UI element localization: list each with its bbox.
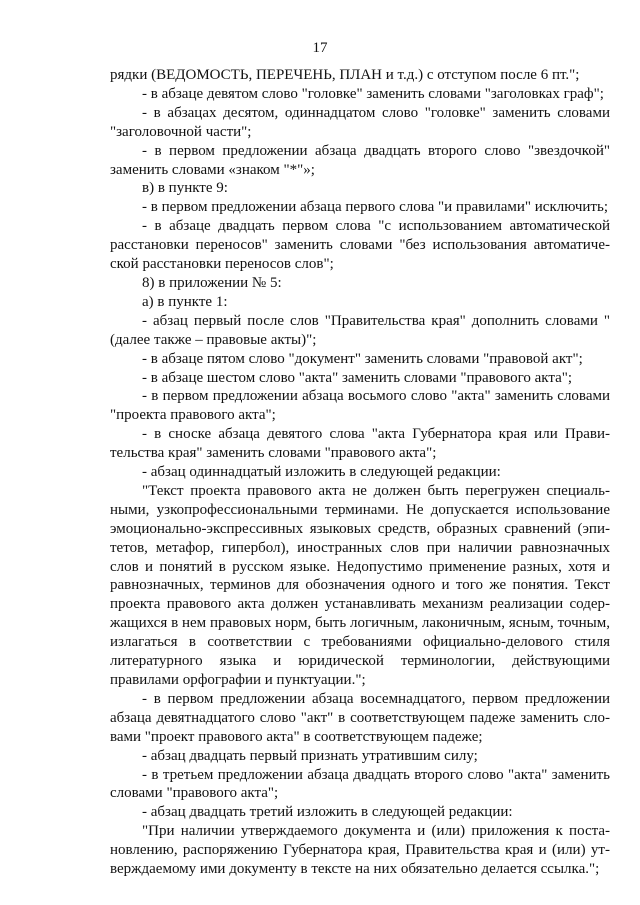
paragraph: - в абзаце девятом слово "головке" заменить словами "заголовках граф";	[142, 85, 604, 102]
paragraph: - в сноске абзаца девятого слова "акта Губернатора края или Правительства края" заменить словами "правового акта";	[110, 426, 610, 462]
paragraph: а) в пункте 1:	[142, 293, 228, 310]
page-number: 17	[312, 40, 328, 56]
paragraph: - абзац одиннадцатый изложить в следующей редакции:	[142, 464, 501, 481]
paragraph: - в третьем предложении абзаца двадцать второго слово "акта" заменить словами "правового акта";	[110, 766, 610, 802]
paragraph: - абзац двадцать третий изложить в следующей редакции:	[142, 804, 513, 821]
document-body	[110, 66, 610, 879]
paragraph: рядки (ВЕДОМОСТЬ, ПЕРЕЧЕНЬ, ПЛАН и т.д.) с отступом после 6 пт.";	[110, 67, 580, 83]
quoted-paragraph: "При наличии утверждаемого документа и (или) приложения к постановлению, распоряжению Губернатора края, Правительства края и (или) утверждаемому ими документу в тексте на них обязательно делается ссылка.";	[110, 823, 610, 878]
paragraph: - в абзаце шестом слово "акта" заменить словами "правового акта";	[142, 369, 573, 386]
quoted-paragraph: "Текст проекта правового акта не должен быть перегружен специальными, узкопрофессиональными терминами. Не допускается использование эмоционально-экспрессивных языковых средств, образных сравнений (эпитетов, метафор, гипербол), иностранных слов при наличии равнозначных слов и понятий в русском языке. Недопустимо применение разных, хотя и равнозначных, терминов для обозначения одного и того же понятия. Текст проекта правового акта должен устанавливать механизм реализации содержащихся в нем правовых норм, быть логичным, лаконичным, ясным, точным, излагаться в соответствии с требованиями официально-делового стиля литературного языка и юридической терминологии, действующими правилами орфографии и пунктуации.";	[110, 482, 610, 688]
paragraph: - в первом предложении абзаца первого слова "и правилами" исключить;	[142, 199, 608, 216]
paragraph: - в абзаце двадцать первом слова "с использованием автоматической расстановки переносов" заменить словами "без использования автоматической расстановки переносов слов";	[110, 218, 610, 273]
paragraph: - в первом предложении абзаца двадцать второго слово "звездочкой" заменить словами «знаком "*"»;	[110, 142, 610, 178]
paragraph: - в первом предложении абзаца восьмого слово "акта" заменить словами "проекта правового акта";	[110, 388, 610, 424]
paragraph: - в первом предложении абзаца восемнадцатого, первом предложении абзаца девятнадцатого слово "акт" в соответствующем падеже заменить словами "проект правового акта" в соответствующем падеже;	[110, 690, 610, 745]
paragraph: - в абзацах десятом, одиннадцатом слово "головке" заменить словами "заголовочной части";	[110, 104, 610, 140]
paragraph: - абзац двадцать первый признать утратившим силу;	[142, 747, 478, 764]
paragraph: - абзац первый после слов "Правительства края" дополнить словами "(далее также – правовые акты)";	[110, 312, 610, 348]
paragraph: 8) в приложении № 5:	[142, 274, 282, 291]
paragraph: - в абзаце пятом слово "документ" заменить словами "правовой акт";	[142, 350, 583, 367]
paragraph: в) в пункте 9:	[142, 180, 228, 197]
